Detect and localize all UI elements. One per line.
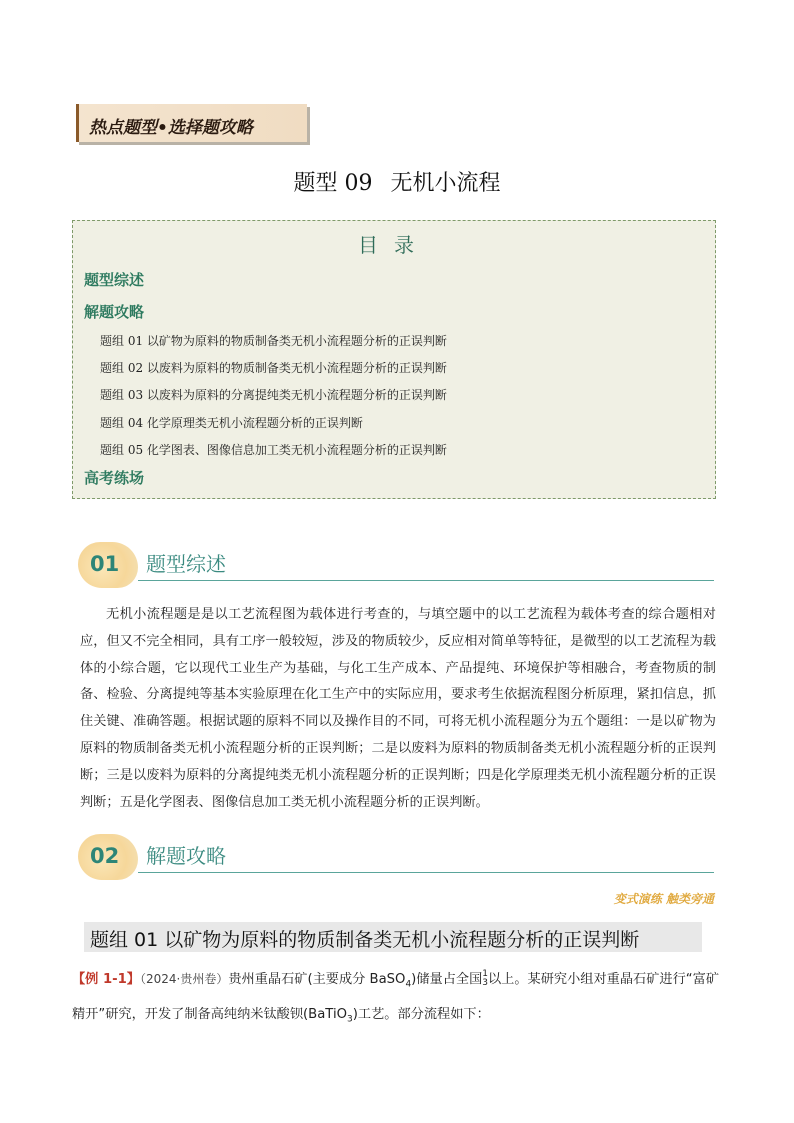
fraction-denominator: 3 <box>482 978 488 988</box>
example-source: （2024·贵州卷） <box>139 972 229 986</box>
title-label: 题型 09 <box>293 171 373 196</box>
page-title <box>0 166 794 197</box>
example-text: 贵州重晶石矿(主要成分 BaSO <box>228 972 406 987</box>
section-banner <box>76 104 307 142</box>
section-title: 解题攻略 <box>146 844 226 868</box>
toc-item[interactable]: 题组 03 以废料为原料的分离提纯类无机小流程题分析的正误判断 <box>100 388 447 402</box>
toc-item[interactable]: 题组 02 以废料为原料的物质制备类无机小流程题分析的正误判断 <box>100 361 447 375</box>
example-text: 以上。某研究小组对重晶石矿进行“富矿精开”研究，开发了制备高纯纳米钛酸钡(BaTiO <box>72 972 720 1022</box>
section-header-strategy <box>78 834 714 884</box>
example-text: )储量占全国 <box>411 972 483 987</box>
example-question <box>72 964 722 1034</box>
toc-item[interactable]: 题组 01 以矿物为原料的物质制备类无机小流程题分析的正误判断 <box>100 334 447 348</box>
toc-title: 目录 <box>358 233 430 257</box>
section-divider <box>138 872 714 873</box>
fraction-numerator: 1 <box>482 969 488 979</box>
group-heading <box>84 922 702 952</box>
banner-text: 热点题型•选择题攻略 <box>89 118 253 138</box>
toc-section-overview[interactable]: 题型综述 <box>84 271 145 289</box>
practice-note: 变式演练 触类旁通 <box>613 892 714 906</box>
overview-paragraph: 无机小流程题是是以工艺流程图为载体进行考查的，与填空题中的以工艺流程为载体考查的综合题相对应，但又不完全相同，具有工序一般较短，涉及的物质较少，反应相对简单等特征，是微型的以工艺流程为载体的小综合题，它以现代工业生产为基础，与化工生产成本、产品提纯、环境保护等相融合，考查物质的制备、检验、分离提纯等基本实验原理在化工生产中的实际应用，要求考生依据流程图分析原理，紧扣信息，抓住关键、准确答题。根据试题的原料不同以及操作目的不同，可将无机小流程题分为五个题组：一是以矿物为原料的物质制备类无机小流程题分析的正误判断；二是以废料为原料的物质制备类无机小流程题分析的正误判断；三是以废料为原料的分离提纯类无机小流程题分析的正误判断；四是化学原理类无机小流程题分析的正误判断；五是化学图表、图像信息加工类无机小流程题分析的正误判断。 <box>80 607 716 810</box>
section-number: 01 <box>90 552 120 576</box>
table-of-contents <box>72 220 716 499</box>
toc-section-strategy[interactable]: 解题攻略 <box>84 303 145 321</box>
example-tag: 【例 1-1】 <box>72 972 140 987</box>
toc-item[interactable]: 题组 04 化学原理类无机小流程题分析的正误判断 <box>100 416 363 430</box>
section-number: 02 <box>90 844 120 868</box>
group-heading-text: 题组 01 以矿物为原料的物质制备类无机小流程题分析的正误判断 <box>90 929 640 951</box>
toc-item[interactable]: 题组 05 化学图表、图像信息加工类无机小流程题分析的正误判断 <box>100 443 447 457</box>
section-header-overview <box>78 542 714 592</box>
subscript: 4 <box>405 979 412 990</box>
subscript: 3 <box>347 1014 353 1025</box>
title-name: 无机小流程 <box>390 171 501 196</box>
toc-section-practice[interactable]: 高考练场 <box>84 469 145 487</box>
section-title: 题型综述 <box>146 552 226 576</box>
section-divider <box>138 580 714 581</box>
example-text: )工艺。部分流程如下： <box>352 1006 490 1022</box>
